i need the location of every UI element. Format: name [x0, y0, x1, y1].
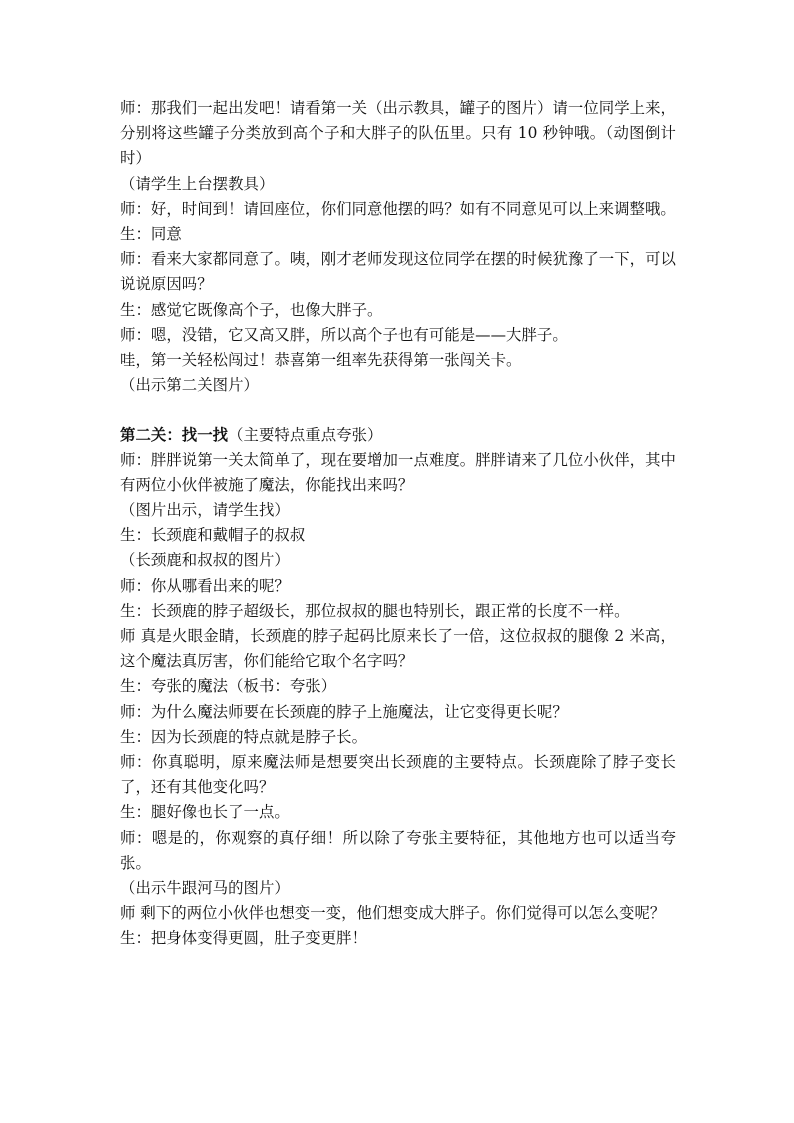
teacher-line: 师：为什么魔法师要在长颈鹿的脖子上施魔法，让它变得更长呢？	[120, 702, 568, 721]
stage-note: （长颈鹿和叔叔的图片）	[120, 551, 290, 570]
stage-note: （图片出示，请学生找）	[120, 501, 290, 520]
teacher-line: 师：嗯，没错，它又高又胖，所以高个子也有可能是——大胖子。	[120, 325, 568, 344]
teacher-paragraph: 师：那我们一起出发吧！请看第一关（出示教具，罐子的图片）请一位同学上来，分别将这些罐子分类放到高个子和大胖子的队伍里。只有 10 秒钟哦。（动图倒计时）	[120, 99, 676, 168]
teacher-paragraph: 师：看来大家都同意了。咦，刚才老师发现这位同学在摆的时候犹豫了一下，可以说说原因吗？	[120, 250, 676, 294]
teacher-paragraph: 师：嗯是的，你观察的真仔细！所以除了夸张主要特征，其他地方也可以适当夸张。	[120, 828, 676, 872]
student-line: 生：把身体变得更圆，肚子变更胖！	[120, 929, 368, 948]
teacher-paragraph: 师：胖胖说第一关太简单了，现在要增加一点难度。胖胖请来了几位小伙伴，其中有两位小伙伴被施了魔法，你能找出来吗？	[120, 450, 676, 494]
student-line: 生：长颈鹿的脖子超级长，那位叔叔的腿也特别长，跟正常的长度不一样。	[120, 601, 630, 620]
section-spacer	[120, 398, 676, 422]
stage-note: （请学生上台摆教具）	[120, 174, 275, 193]
student-line: 生：因为长颈鹿的特点就是脖子长。	[120, 727, 368, 746]
teacher-paragraph: 师 真是火眼金睛，长颈鹿的脖子起码比原来长了一倍，这位叔叔的腿像 2 米高，这个魔法真厉害，你们能给它取个名字吗？	[120, 627, 676, 671]
student-line: 生：腿好像也长了一点。	[120, 803, 290, 822]
section-heading	[120, 423, 676, 448]
teacher-line: 师：你从哪看出来的呢？	[120, 576, 290, 595]
teacher-line: 师：好，时间到！请回座位，你们同意他摆的吗？如有不同意见可以上来调整哦。	[120, 199, 676, 218]
stage-note: （出示牛跟河马的图片）	[120, 879, 290, 898]
teacher-line: 哇，第一关轻松闯过！恭喜第一组率先获得第一张闯关卡。	[120, 350, 522, 369]
section-heading-title: 第二关：找一找	[120, 425, 229, 444]
student-line: 生：感觉它既像高个子，也像大胖子。	[120, 300, 383, 319]
teacher-line: 师 剩下的两位小伙伴也想变一变，他们想变成大胖子。你们觉得可以怎么变呢？	[120, 904, 666, 923]
student-line: 生：夸张的魔法（板书：夸张）	[120, 677, 337, 696]
stage-note: （出示第二关图片）	[120, 376, 259, 395]
section-heading-subtitle: （主要特点重点夸张）	[228, 425, 383, 444]
student-line: 生：长颈鹿和戴帽子的叔叔	[120, 526, 306, 545]
student-line: 生：同意	[120, 224, 182, 243]
document-body	[120, 96, 676, 952]
teacher-paragraph: 师：你真聪明，原来魔法师是想要突出长颈鹿的主要特点。长颈鹿除了脖子变长了，还有其他变化吗？	[120, 753, 676, 797]
